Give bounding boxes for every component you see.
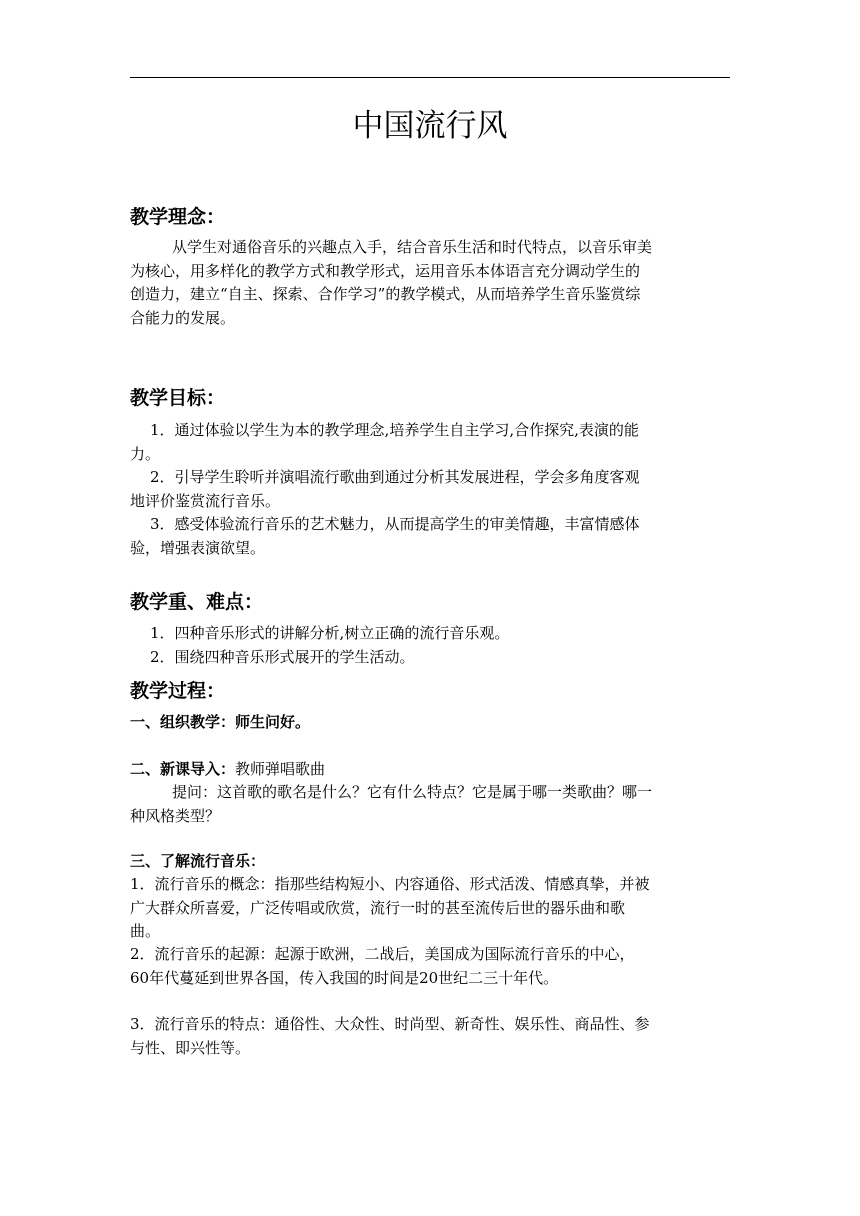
process-step-2-label: 二、新课导入： xyxy=(130,760,236,778)
goal-item: 2．引导学生聆听并演唱流行歌曲到通过分析其发展进程，学会多角度客观地评价鉴赏流行音乐。 xyxy=(130,468,640,510)
page-title: 中国流行风 xyxy=(352,108,508,144)
goals-heading: 教学目标： xyxy=(130,387,226,409)
goal-item: 3．感受体验流行音乐的艺术魅力，从而提高学生的审美情趣，丰富情感体验，增强表演欲望。 xyxy=(130,515,640,557)
process-step-2-text: 教师弹唱歌曲 xyxy=(235,760,326,778)
key-point-item: 1．四种音乐形式的讲解分析,树立正确的流行音乐观。 xyxy=(150,624,510,642)
step-3-item: 3．流行音乐的特点：通俗性、大众性、时尚型、新奇性、娱乐性、商品性、参与性、即兴性等。 xyxy=(130,1015,650,1057)
process-step-2 xyxy=(130,758,325,782)
philosophy-heading: 教学理念： xyxy=(130,206,226,228)
process-step-2-question: 提问：这首歌的歌名是什么？它有什么特点？它是属于哪一类歌曲？哪一种风格类型？ xyxy=(130,783,653,825)
step-3-item: 2．流行音乐的起源：起源于欧洲，二战后，美国成为国际流行音乐的中心，60年代蔓延到世界各国，传入我国的时间是20世纪二三十年代。 xyxy=(130,945,635,987)
key-points-heading: 教学重、难点： xyxy=(130,591,264,613)
header-rule xyxy=(130,77,730,78)
process-heading: 教学过程： xyxy=(130,680,226,702)
process-step-3: 三、了解流行音乐： xyxy=(130,852,266,870)
process-step-1: 一、组织教学：师生问好。 xyxy=(130,713,311,731)
philosophy-text: 从学生对通俗音乐的兴趣点入手，结合音乐生活和时代特点，以音乐审美为核心，用多样化的教学方式和教学形式，运用音乐本体语言充分调动学生的创造力，建立“自主、探索、合作学习”的教学模式，从而培养学生音乐鉴赏综合能力的发展。 xyxy=(130,238,653,327)
step-3-item: 1．流行音乐的概念：指那些结构短小、内容通俗、形式活泼、情感真挚，并被广大群众所喜爱，广泛传唱或欣赏，流行一时的甚至流传后世的器乐曲和歌曲。 xyxy=(130,875,650,940)
goal-item: 1．通过体验以学生为本的教学理念,培养学生自主学习,合作探究,表演的能力。 xyxy=(130,421,639,463)
key-point-item: 2．围绕四种音乐形式展开的学生活动。 xyxy=(150,648,415,666)
